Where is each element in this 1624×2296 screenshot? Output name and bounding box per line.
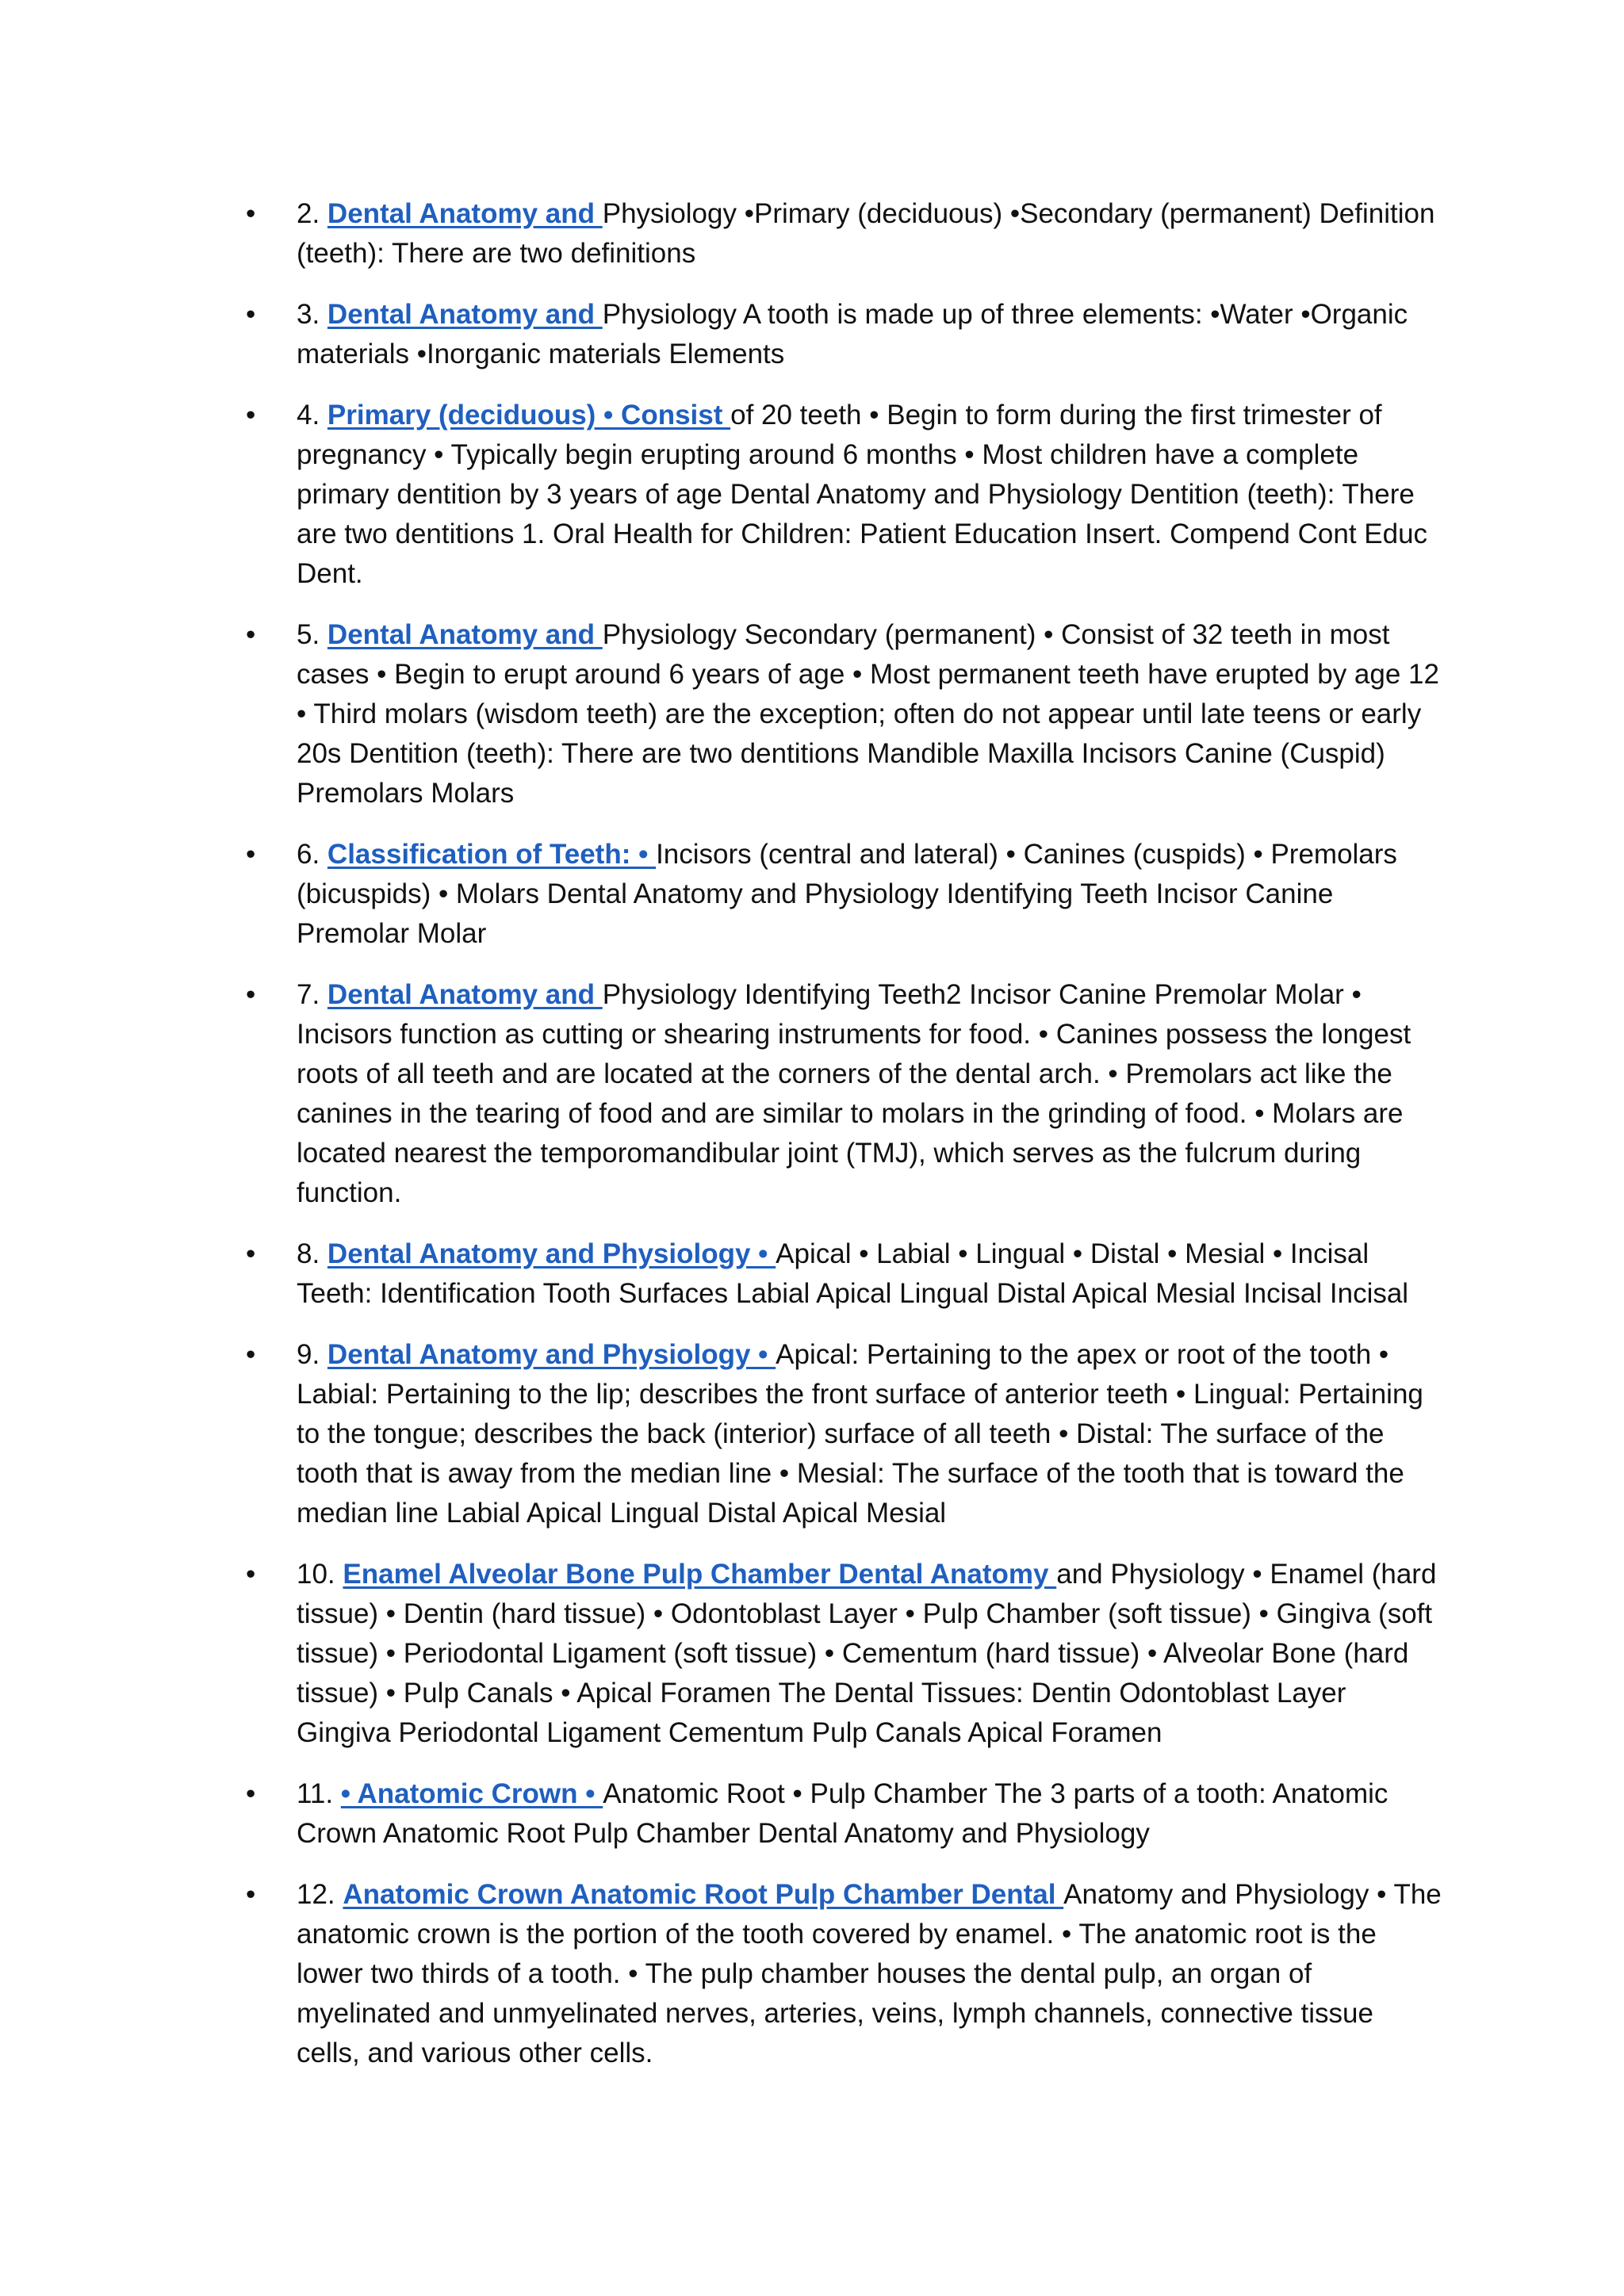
item-text: Apical: Pertaining to the apex or root of the tooth • Labial: Pertaining to the lip; describes the front surface of anterior teeth • Lingual: Pertaining to the tongue; describes the back (interior) surface of all teeth • Distal: The surface of the tooth that is away from the median line • Mesial: The surface of the tooth that is toward the median line Labial Apical Lingual Distal Apical Mesial	[297, 1339, 1423, 1529]
item-number: 8.	[297, 1238, 327, 1269]
item-number: 6.	[297, 839, 327, 870]
item-link[interactable]: Dental Anatomy and	[327, 198, 603, 229]
item-link[interactable]: Dental Anatomy and	[327, 979, 603, 1010]
item-link[interactable]: Dental Anatomy and Physiology •	[327, 1339, 776, 1370]
item-number: 4.	[297, 400, 327, 430]
item-link[interactable]: Primary (deciduous) • Consist	[327, 400, 731, 430]
bullet-icon: •	[246, 1778, 256, 1809]
item-text: Apical • Labial • Lingual • Distal • Mesial • Incisal Teeth: Identification Tooth Surfaces Labial Apical Lingual Distal Apical Mesial Incisal Incisal	[297, 1238, 1409, 1309]
bullet-icon: •	[246, 619, 256, 650]
item-text: Anatomic Root • Pulp Chamber The 3 parts of a tooth: Anatomic Crown Anatomic Root Pulp Chamber Dental Anatomy and Physiology	[297, 1778, 1388, 1849]
bullet-icon: •	[246, 1559, 256, 1590]
list-item	[238, 396, 1443, 594]
item-text: Physiology Secondary (permanent) • Consist of 32 teeth in most cases • Begin to erupt around 6 years of age • Most permanent teeth have erupted by age 12 • Third molars (wisdom teeth) are the exception; often do not appear until late teens or early 20s Dentition (teeth): There are two dentitions Mandible Maxilla Incisors Canine (Cuspid) Premolars Molars	[297, 619, 1439, 809]
item-link[interactable]: Enamel Alveolar Bone Pulp Chamber Dental Anatomy	[343, 1559, 1057, 1590]
item-number: 10.	[297, 1559, 343, 1590]
item-text: Physiology Identifying Teeth2 Incisor Canine Premolar Molar • Incisors function as cutting or shearing instruments for food. • Canines possess the longest roots of all teeth and are located at the corners of the dental arch. • Premolars act like the canines in the tearing of food and are similar to molars in the grinding of food. • Molars are located nearest the temporomandibular joint (TMJ), which serves as the fulcrum during function.	[297, 979, 1411, 1208]
item-number: 12.	[297, 1879, 343, 1910]
item-number: 2.	[297, 198, 327, 229]
list-item	[238, 1774, 1443, 1854]
item-link[interactable]: Dental Anatomy and	[327, 299, 603, 330]
list-item	[238, 194, 1443, 274]
bullet-icon: •	[246, 198, 256, 229]
item-link[interactable]: Dental Anatomy and	[327, 619, 603, 650]
bullet-icon: •	[246, 979, 256, 1010]
item-link[interactable]: Dental Anatomy and Physiology •	[327, 1238, 776, 1269]
list-item	[238, 1335, 1443, 1533]
item-number: 11.	[297, 1778, 341, 1809]
item-text: of 20 teeth • Begin to form during the first trimester of pregnancy • Typically begin erupting around 6 months • Most children have a complete primary dentition by 3 years of age Dental Anatomy and Physiology Dentition (teeth): There are two dentitions 1. Oral Health for Children: Patient Education Insert. Compend Cont Educ Dent.	[297, 400, 1428, 589]
bullet-icon: •	[246, 1879, 256, 1910]
item-text: and Physiology • Enamel (hard tissue) • Dentin (hard tissue) • Odontoblast Layer • Pulp Chamber (soft tissue) • Gingiva (soft tissue) • Periodontal Ligament (soft tissue) • Cementum (hard tissue) • Alveolar Bone (hard tissue) • Pulp Canals • Apical Foramen The Dental Tissues: Dentin Odontoblast Layer Gingiva Periodontal Ligament Cementum Pulp Canals Apical Foramen	[297, 1559, 1437, 1748]
bullet-list	[238, 194, 1443, 2095]
item-text: Physiology A tooth is made up of three elements: •Water •Organic materials •Inorganic materials Elements	[297, 299, 1408, 369]
bullet-icon: •	[246, 1238, 256, 1269]
list-item	[238, 295, 1443, 374]
list-item	[238, 1875, 1443, 2073]
list-item	[238, 615, 1443, 813]
bullet-icon: •	[246, 1339, 256, 1370]
item-link[interactable]: Classification of Teeth: •	[327, 839, 657, 870]
list-item	[238, 975, 1443, 1213]
item-link[interactable]: • Anatomic Crown •	[340, 1778, 603, 1809]
item-link[interactable]: Anatomic Crown Anatomic Root Pulp Chamber Dental	[343, 1879, 1064, 1910]
bullet-icon: •	[246, 839, 256, 870]
item-number: 9.	[297, 1339, 327, 1370]
item-number: 7.	[297, 979, 327, 1010]
item-number: 5.	[297, 619, 327, 650]
item-text: Anatomy and Physiology • The anatomic crown is the portion of the tooth covered by enamel. • The anatomic root is the lower two thirds of a tooth. • The pulp chamber houses the dental pulp, an organ of myelinated and unmyelinated nerves, arteries, veins, lymph channels, connective tissue cells, and various other cells.	[297, 1879, 1442, 2068]
list-item	[238, 1555, 1443, 1753]
bullet-icon: •	[246, 299, 256, 330]
item-text: Incisors (central and lateral) • Canines (cuspids) • Premolars (bicuspids) • Molars Dental Anatomy and Physiology Identifying Teeth Incisor Canine Premolar Molar	[297, 839, 1397, 949]
list-item	[238, 835, 1443, 954]
list-item	[238, 1234, 1443, 1314]
item-number: 3.	[297, 299, 327, 330]
item-text: Physiology •Primary (deciduous) •Secondary (permanent) Definition (teeth): There are two definitions	[297, 198, 1435, 269]
bullet-icon: •	[246, 400, 256, 430]
